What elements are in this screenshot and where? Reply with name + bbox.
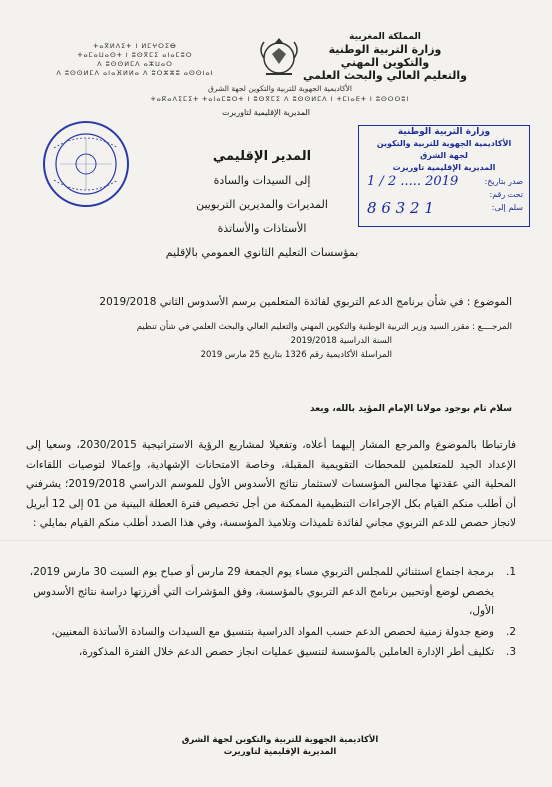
header-arabic-block xyxy=(270,32,500,82)
stamp-date-value: 2019 ..... 2 / 1 xyxy=(367,174,459,189)
header-tifinagh-line: ⵜⴰⴳⵍⴷⵉⵜ ⵏ ⵍⵎⵖⵔⵉⴱ xyxy=(93,42,177,50)
page-footer xyxy=(120,734,440,758)
academy-name-tifinagh: ⵜⴰⴽⴰⴷⵉⵎⵉⵜ ⵜⴰⵏⴰⵎⵓⵔⵜ ⵏ ⵓⵙⴳⵎⵉ ⴷ ⵓⵙⵙⵍⵎⴷ ⵏ ⵜⵎⵏⴰⴹⵜ ⵏ ⵓⵙⵔⵔⵓⵏ xyxy=(150,95,410,103)
reference-line: المرجــــع : مقرر السيد وزير التربية الوطنية والتكوين المهني والتعليم العالي والبحث العلمي في شأن تنظيم xyxy=(136,322,512,332)
list-item-number: 1. xyxy=(505,566,516,578)
footer-directorate: المديرية الإقليمية لتاوريرت xyxy=(223,747,337,757)
header-tifinagh-block xyxy=(30,42,240,78)
stamp-region: لجهة الشرق xyxy=(420,151,468,160)
list-item-text: تكليف أطر الإدارة العاملين بالمؤسسة لتنسيق عمليات انجاز حصص الدعم خلال الفترة المذكورة، xyxy=(78,646,494,658)
footer-academy: الأكاديمية الجهوية للتربية والتكوين لجهة الشرق xyxy=(181,735,379,745)
recipient-line: المديرات والمديرين التربويين xyxy=(196,198,328,211)
stamp-directorate: المديرية الإقليمية تاوريرت xyxy=(392,163,496,172)
academy-name: الأكاديمية الجهوية للتربية والتكوين لجهة الشرق xyxy=(207,84,353,93)
list-item-number: 2. xyxy=(505,625,516,638)
header-kingdom: المملكة المغربية xyxy=(349,32,421,42)
sender-title: المدير الإقليمي xyxy=(212,149,312,164)
letter-subject: الموضوع : في شأن برنامج الدعم التربوي لفائدة المتعلمين برسم الأسدوس الثاني 2019/2018 xyxy=(99,296,512,308)
action-list xyxy=(26,563,516,664)
reference-line: المراسلة الأكاديمية رقم 1326 بتاريخ 25 مارس 2019 xyxy=(200,350,392,360)
stamp-number-label: تحت رقم: xyxy=(489,190,523,199)
stamp-title: وزارة التربية الوطنية xyxy=(397,127,491,137)
stamp-reg-label: سلم إلى: xyxy=(491,203,523,212)
academy-header xyxy=(100,84,460,104)
stamp-academy: الأكاديمية الجهوية للتربية والتكوين xyxy=(376,139,512,148)
header-tifinagh-line: ⴷ ⵓⵙⵙⵍⵎⴷ ⴰⵏⴰⴼⵍⵍⴰ ⴷ ⵓⵔⵣⵣⵓ ⴰⵙⵙⵏⴰⵏ xyxy=(56,69,214,77)
header-ministry-2: والتكوين المهني xyxy=(340,56,430,69)
list-item-text: وضع جدولة زمنية لحصص الدعم حسب المواد الدراسية بتنسيق مع السيدات والسادة الأساتذة المعنيين، xyxy=(51,625,494,638)
stamp-date-row xyxy=(359,174,529,190)
list-item-number: 3. xyxy=(505,646,516,658)
recipient-line: إلى السيدات والسادة xyxy=(213,174,311,187)
list-item xyxy=(26,623,516,643)
list-item xyxy=(26,563,516,622)
paper-fold-line xyxy=(0,540,552,541)
body-paragraph: فارتباطا بالموضوع والمرجع المشار إليهما أعلاه، وتفعيلا لمشاريع الرؤية الاستراتيجية 2030/2015، وسعيا إلى الإعداد الجيد للمتعلمين للمحطات التقويمية المقبلة، وخاصة الامتحانات الإشهادية، وإعمالا لتوصيات اللقاءات المحلية التي عقدتها مجالس المؤسسات لاستثمار نتائج الأسدوس الأول للموسم الدراسي 2019/2018؛ يشرفني أن أطلب منكم القيام بكل الإجراءات التنظيمية الممكنة من أجل تخصيص فترة العطلة البينية من 01 إلى 12 أبريل لانجاز حصص للدعم التربوي مجاني لفائدة تلميذات وتلاميذ المؤسسة، وفي هذا الصدد أطلب منكم القيام بمايلي : xyxy=(26,439,516,529)
recipient-line: الأستاذات والأساتذة xyxy=(217,222,307,235)
salutation: سلام تام بوجود مولانا الإمام المؤيد بالله، وبعد xyxy=(309,404,512,414)
stamp-reg-value: 1 2 3 6 8 xyxy=(367,199,434,217)
header-ministry: وزارة التربية الوطنية xyxy=(328,43,442,56)
list-item xyxy=(26,643,516,663)
receipt-stamp xyxy=(358,125,530,227)
header-tifinagh-line: ⴷ ⵓⵙⵙⵍⵎⴷ ⴰⵣⵡⴰⵔ xyxy=(97,60,173,68)
list-item-text: برمجة اجتماع استثنائي للمجلس التربوي مساء يوم الجمعة 29 مارس أو صباح يوم السبت 30 مارس 2019، يخصص لوضع أوتحيين برنامج الدعم التربوي بالمؤسسة، وفق المؤشرات التي أفرزتها دراسة نتائج الأسدوس الأول، xyxy=(29,566,494,617)
header-tifinagh-line: ⵜⴰⵎⴰⵡⴰⵙⵜ ⵏ ⵓⵙⴳⵎⵉ ⴰⵏⴰⵎⵓⵔ xyxy=(77,51,193,59)
header-ministry-3: والتعليم العالي والبحث العلمي xyxy=(303,69,467,82)
reference-line: السنة الدراسية 2019/2018 xyxy=(290,336,392,346)
stamp-date-label: صدر بتاريخ: xyxy=(484,177,523,186)
directorate-name: المديرية الإقليمية لتاوريرت xyxy=(222,108,310,117)
letter-references xyxy=(72,320,512,362)
stamp-reg-row xyxy=(359,200,529,216)
recipient-line: بمؤسسات التعليم الثانوي العمومي بالإقليم xyxy=(165,246,359,259)
